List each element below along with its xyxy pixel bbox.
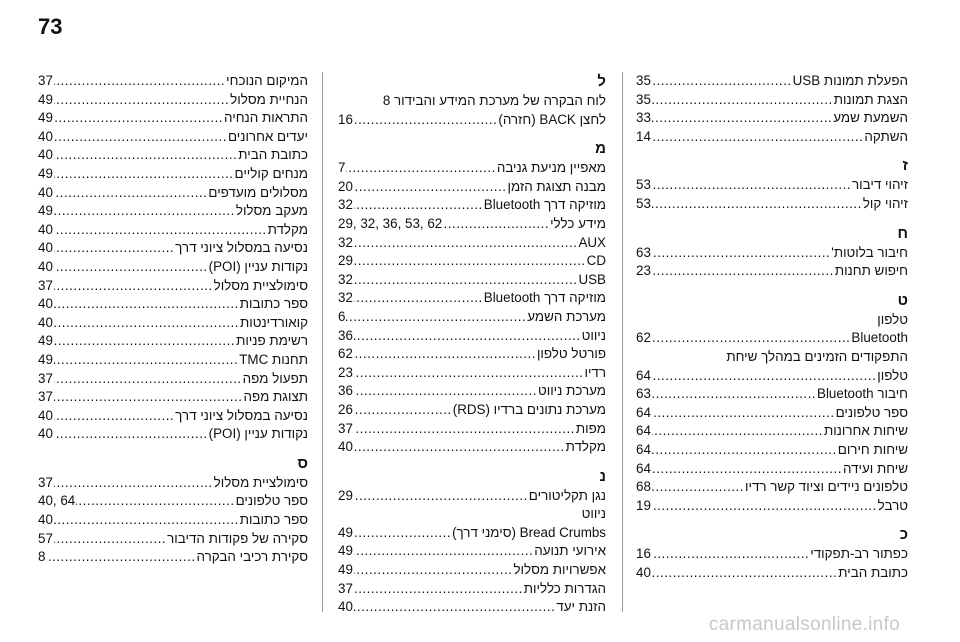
index-entry-term: טלפונים ניידים וציוד קשר רדיו <box>745 479 908 495</box>
dot-leader <box>652 422 823 441</box>
index-entry <box>338 271 606 290</box>
index-entry <box>636 109 908 128</box>
dot-leader <box>652 367 876 386</box>
index-entry-page: 40 <box>38 407 53 423</box>
index-entry-term: סקירת רכיבי הבקרה <box>196 549 308 565</box>
dot-leader <box>54 332 235 351</box>
index-entry-page: 40 <box>38 426 53 442</box>
dot-leader <box>54 239 174 258</box>
dot-leader <box>652 109 832 128</box>
dot-leader <box>652 478 744 497</box>
index-entry <box>636 564 908 583</box>
index-entry <box>338 111 606 130</box>
index-section-letter: ס <box>297 454 308 472</box>
index-entry <box>338 524 606 543</box>
index-entry-term: CD <box>586 253 606 269</box>
index-entry <box>338 542 606 561</box>
dot-leader <box>54 474 213 493</box>
index-entry-term: תחנות TMC <box>239 351 308 367</box>
index-entry <box>38 277 308 296</box>
index-entry-page: 40 <box>636 564 651 580</box>
dot-leader <box>354 364 584 383</box>
dot-leader <box>54 258 208 277</box>
index-section-letter: ז <box>902 157 908 175</box>
index-section-letter: נ <box>599 467 606 485</box>
index-entry <box>38 258 308 277</box>
index-entry-page: 37 <box>38 474 53 490</box>
index-entry-term: שיחת ועידה <box>842 460 908 476</box>
dot-leader <box>54 165 234 184</box>
index-entry-term: חיפוש תחנות <box>834 263 908 279</box>
index-entry-page: 40 <box>338 599 353 615</box>
index-entry <box>338 196 606 215</box>
index-entry-page: 37 <box>38 389 53 405</box>
dot-leader <box>354 289 483 308</box>
index-entry <box>38 492 308 511</box>
dot-leader <box>54 511 239 530</box>
index-entry-term: זיהוי דיבור <box>852 177 908 193</box>
dot-leader <box>354 234 578 253</box>
index-entry-page: 40, 64 <box>38 493 76 509</box>
index-entry <box>38 425 308 444</box>
dot-leader <box>652 176 851 195</box>
index-entry-term: ספר טלפונים <box>835 404 908 420</box>
index-entry-page: 29 <box>338 253 353 269</box>
index-entry-term: כתובת הבית <box>838 564 908 580</box>
index-entry-page: 64 <box>636 441 651 457</box>
index-entry-term: מבנה תצוגת הזמן <box>507 178 606 194</box>
index-entry-term: סימולציית מסלול <box>213 277 308 293</box>
index-entry-term: נסיעה במסלול ציוני דרך <box>175 240 308 256</box>
dot-leader <box>354 382 537 401</box>
dot-leader <box>652 545 809 564</box>
index-entry-term: כפתור רב-תפקודי <box>810 546 908 562</box>
index-entry <box>636 329 908 348</box>
index-entry <box>38 239 308 258</box>
index-entry-page: 36 <box>338 383 353 399</box>
index-entry-term: ספר כתובות <box>239 512 308 528</box>
index-entry-page: 40 <box>38 221 53 237</box>
index-entry <box>38 72 308 91</box>
index-entry-page: 23 <box>338 364 353 380</box>
index-entry <box>38 530 308 549</box>
index-entry <box>38 314 308 333</box>
index-column-middle <box>338 72 606 617</box>
dot-leader <box>54 370 242 389</box>
index-entry-term: מערכת ניווט <box>537 383 606 399</box>
index-entry <box>38 548 308 567</box>
index-entry-term: התראות הנחיה <box>224 110 308 126</box>
index-entry <box>636 176 908 195</box>
dot-leader <box>652 195 862 214</box>
index-entry <box>338 401 606 420</box>
index-entry <box>338 580 606 599</box>
index-entry-term: USB <box>578 271 606 287</box>
index-entry <box>338 308 606 327</box>
index-entry-term: הצגת תמונות <box>833 91 908 107</box>
index-entry-page: 32 <box>338 290 353 306</box>
dot-leader <box>443 215 549 234</box>
index-section-letter: כ <box>899 526 908 544</box>
index-section-letter: ל <box>597 73 606 90</box>
index-entry-term: מקלדת <box>565 439 606 455</box>
index-entry <box>38 128 308 147</box>
index-entry-page: 57 <box>38 530 53 546</box>
index-entry <box>636 244 908 263</box>
index-entry-heading: ניווט <box>581 506 606 522</box>
index-entry-term: מעקב מסלול <box>235 203 308 219</box>
index-entry-term: מערכת נתונים ברדיו (RDS) <box>452 401 606 417</box>
index-entry-term: Bread Crumbs (סימני דרך) <box>452 524 606 540</box>
index-entry-term: שיחות חירום <box>837 441 908 457</box>
dot-leader <box>54 295 239 314</box>
index-entry-page: 6 <box>338 308 346 324</box>
index-entry-page: 40 <box>38 512 53 528</box>
index-entry-page: 53 <box>636 195 651 211</box>
dot-leader <box>652 497 877 516</box>
index-entry-term: זיהוי קול <box>862 195 908 211</box>
index-entry-term: סקירה של פקודות הדיבור <box>167 530 308 546</box>
index-entry-term: מידע כללי <box>550 215 606 231</box>
index-entry-page: 16 <box>338 111 353 127</box>
dot-leader <box>54 202 235 221</box>
index-entry-page: 49 <box>38 333 53 349</box>
column-divider <box>622 72 623 612</box>
index-entry <box>338 364 606 383</box>
index-entry-page: 29, 32, 36, 53, 62 <box>338 215 443 231</box>
index-entry <box>338 289 606 308</box>
dot-leader <box>354 327 581 346</box>
index-entry-page: 49 <box>338 562 353 578</box>
index-column-left <box>38 72 308 567</box>
index-entry-page: 53 <box>636 177 651 193</box>
index-entry <box>636 460 908 479</box>
index-entry-page: 63 <box>636 244 651 260</box>
index-entry <box>338 327 606 346</box>
index-entry-term: לחצן BACK (חזרה) <box>498 111 606 127</box>
index-entry-term: מוזיקה דרך Bluetooth <box>483 290 606 306</box>
index-entry-page: 29 <box>338 487 353 503</box>
index-entry-page: 37 <box>38 73 53 88</box>
index-entry-page: 64 <box>636 404 651 420</box>
index-entry-page: 20 <box>338 178 353 194</box>
index-entry-term: מסלולים מועדפים <box>208 184 308 200</box>
index-entry <box>636 545 908 564</box>
index-entry <box>338 159 606 178</box>
index-entry-heading: טלפון <box>877 311 908 327</box>
index-entry-term: הזנת יעד <box>556 599 606 615</box>
index-section-letter: מ <box>595 140 606 158</box>
index-entry <box>38 332 308 351</box>
index-entry <box>338 382 606 401</box>
index-entry-page: 49 <box>338 524 353 540</box>
index-entry <box>338 561 606 580</box>
index-entry <box>636 128 908 147</box>
index-entry <box>38 351 308 370</box>
index-entry <box>636 367 908 386</box>
index-entry-page: 64 <box>636 367 651 383</box>
dot-leader <box>354 345 536 364</box>
dot-leader <box>54 530 166 549</box>
dot-leader <box>354 420 575 439</box>
index-entry-page: 36 <box>338 327 353 343</box>
index-entry <box>38 511 308 530</box>
index-entry-page: 37 <box>38 277 53 293</box>
index-entry <box>636 385 908 404</box>
dot-leader <box>46 548 195 567</box>
index-entry-page: 64 <box>636 423 651 439</box>
index-entry-term: AUX <box>578 234 606 250</box>
index-entry-term: שיחות אחרונות <box>823 423 908 439</box>
index-entry-term: רדיו <box>584 364 606 380</box>
index-entry-term: ספר טלפונים <box>235 493 308 509</box>
index-entry-term: השמעת שמע <box>833 110 908 126</box>
dot-leader <box>652 262 834 281</box>
index-entry <box>636 262 908 281</box>
index-entry-term: מקלדת <box>267 221 308 237</box>
index-entry-page: 40 <box>38 184 53 200</box>
dot-leader <box>652 385 816 404</box>
index-entry <box>38 474 308 493</box>
index-entry-term: מערכת השמע <box>527 308 606 324</box>
index-entry-term: נקודות עניין (POI) <box>208 258 308 274</box>
index-entry <box>636 404 908 423</box>
dot-leader <box>652 404 835 423</box>
dot-leader <box>354 111 497 130</box>
index-entry <box>38 202 308 221</box>
index-entry-page: 62 <box>636 330 651 346</box>
index-entry <box>38 388 308 407</box>
dot-leader <box>354 487 528 506</box>
dot-leader <box>354 178 507 197</box>
dot-leader <box>652 128 863 147</box>
index-entry-page: 68 <box>636 479 651 495</box>
index-entry-page: 33 <box>636 110 651 126</box>
dot-leader <box>54 314 239 333</box>
index-entry-page: 63 <box>636 386 651 402</box>
index-entry-term: רשימת פניות <box>236 333 308 349</box>
index-entry <box>38 184 308 203</box>
dot-leader <box>346 159 495 178</box>
dot-leader <box>652 91 833 110</box>
index-entry-term: קואורדינטות <box>240 314 308 330</box>
dot-leader <box>54 72 225 91</box>
index-entry-page: 49 <box>38 351 53 367</box>
index-entry-term: ספר כתובות <box>239 296 308 312</box>
index-entry-page: 26 <box>338 401 353 417</box>
dot-leader <box>76 492 234 511</box>
index-entry <box>338 178 606 197</box>
index-entry-page: 37 <box>338 420 353 436</box>
index-entry-term: טלפון <box>877 367 908 383</box>
dot-leader <box>354 561 513 580</box>
page-number: 73 <box>38 14 63 39</box>
dot-leader <box>354 580 523 599</box>
index-entry-term: חיבור בלוטות' <box>831 244 908 260</box>
index-entry-page: 32 <box>338 271 353 287</box>
index-entry-page: 8 <box>38 549 46 565</box>
index-entry-page: 16 <box>636 546 651 562</box>
index-entry <box>38 295 308 314</box>
index-entry <box>38 146 308 165</box>
index-entry-page: 32 <box>338 197 353 213</box>
index-entry-term: השתקה <box>864 128 908 144</box>
dot-leader <box>652 329 851 348</box>
dot-leader <box>354 524 451 543</box>
index-entry-term: הפעלת תמונות USB <box>792 73 908 88</box>
index-entry-term: נגן תקליטורים <box>528 487 606 503</box>
index-entry-term: המיקום הנוכחי <box>226 73 308 88</box>
index-entry <box>38 407 308 426</box>
index-entry <box>338 345 606 364</box>
index-entry-page: 19 <box>636 497 651 513</box>
index-entry-page: 40 <box>38 147 53 163</box>
dot-leader <box>54 351 238 370</box>
index-entry-term: פורטל טלפון <box>536 346 606 362</box>
dot-leader <box>54 109 223 128</box>
index-entry-page: 49 <box>338 543 353 559</box>
index-entry <box>636 497 908 516</box>
index-entry-term: Bluetooth <box>851 330 908 346</box>
dot-leader <box>354 438 565 457</box>
index-entry-term: נסיעה במסלול ציוני דרך <box>175 407 308 423</box>
dot-leader <box>354 542 533 561</box>
index-entry-term: מפות <box>575 420 606 436</box>
dot-leader <box>54 277 213 296</box>
index-entry <box>338 252 606 271</box>
dot-leader <box>346 308 526 327</box>
index-entry <box>338 234 606 253</box>
dot-leader <box>354 598 555 617</box>
dot-leader <box>652 460 842 479</box>
column-divider <box>322 72 323 612</box>
index-entry-page: 49 <box>38 203 53 219</box>
dot-leader <box>652 441 837 460</box>
index-column-right <box>636 72 908 582</box>
index-entry <box>636 91 908 110</box>
index-entry-term: סימולציית מסלול <box>213 474 308 490</box>
dot-leader <box>354 196 483 215</box>
index-entry-term: הנחיית מסלול <box>230 91 308 107</box>
index-entry-page: 49 <box>38 165 53 181</box>
index-entry <box>636 441 908 460</box>
index-entry <box>38 221 308 240</box>
index-entry-page: 37 <box>338 580 353 596</box>
index-entry <box>338 438 606 457</box>
index-entry-page: 14 <box>636 128 651 144</box>
dot-leader <box>54 388 243 407</box>
index-entry-page: 35 <box>636 73 651 88</box>
index-entry-heading: לוח הבקרה של מערכת המידע והבידור 8 <box>382 93 606 108</box>
dot-leader <box>54 184 207 203</box>
index-entry <box>636 195 908 214</box>
dot-leader <box>354 252 586 271</box>
index-entry-page: 49 <box>38 110 53 126</box>
index-entry-term: מאפיין מניעת גניבה <box>496 160 606 176</box>
index-entry <box>38 91 308 110</box>
index-entry-page: 40 <box>338 439 353 455</box>
dot-leader <box>354 401 452 420</box>
index-entry-page: 32 <box>338 234 353 250</box>
index-entry-page: 40 <box>38 240 53 256</box>
dot-leader <box>54 146 237 165</box>
index-entry-page: 35 <box>636 91 651 107</box>
dot-leader <box>54 407 174 426</box>
index-entry-page: 40 <box>38 258 53 274</box>
index-entry-page: 62 <box>338 346 353 362</box>
dot-leader <box>652 72 792 91</box>
index-entry-page: 7 <box>338 160 346 176</box>
dot-leader <box>54 425 208 444</box>
index-entry <box>338 598 606 617</box>
index-entry <box>38 109 308 128</box>
index-entry-term: טרבל <box>877 497 908 513</box>
index-entry-term: אפשרויות מסלול <box>513 562 606 578</box>
dot-leader <box>54 128 227 147</box>
index-entry-term: אירועי תנועה <box>534 543 606 559</box>
index-entry-term: כתובת הבית <box>238 147 308 163</box>
index-entry-term: נקודות עניין (POI) <box>208 426 308 442</box>
index-entry-term: חיבור Bluetooth <box>817 386 908 402</box>
index-entry-page: 49 <box>38 91 53 107</box>
dot-leader <box>652 244 830 263</box>
index-section-letter: ט <box>897 291 908 309</box>
index-entry-page: 40 <box>38 128 53 144</box>
index-entry-page: 37 <box>38 370 53 386</box>
index-entry-term: תצוגת מפה <box>243 389 308 405</box>
index-entry <box>38 165 308 184</box>
dot-leader <box>54 91 229 110</box>
dot-leader <box>652 564 837 583</box>
index-entry-term: יעדים אחרונים <box>227 128 308 144</box>
dot-leader <box>354 271 578 290</box>
index-entry-term: תפעול מפה <box>242 370 308 386</box>
index-entry <box>636 422 908 441</box>
index-entry-term: ניווט <box>581 327 606 343</box>
watermark: carmanualsonline.info <box>708 614 900 635</box>
index-entry-page: 64 <box>636 460 651 476</box>
index-entry <box>338 420 606 439</box>
index-entry-page: 40 <box>38 314 53 330</box>
index-entry-term: מוזיקה דרך Bluetooth <box>483 197 606 213</box>
index-entry <box>38 370 308 389</box>
index-entry-page: 23 <box>636 263 651 279</box>
index-entry-page: 40 <box>38 296 53 312</box>
index-entry <box>636 72 908 91</box>
index-entry <box>636 478 908 497</box>
index-entry-term: הגדרות כלליות <box>523 580 606 596</box>
index-entry <box>338 215 606 234</box>
index-entry-term: מנחים קוליים <box>234 165 308 181</box>
index-section-letter: ח <box>897 224 908 242</box>
index-entry <box>338 487 606 506</box>
index-entry-heading: התפקודים הזמינים במהלך שיחת <box>726 348 908 364</box>
dot-leader <box>54 221 267 240</box>
